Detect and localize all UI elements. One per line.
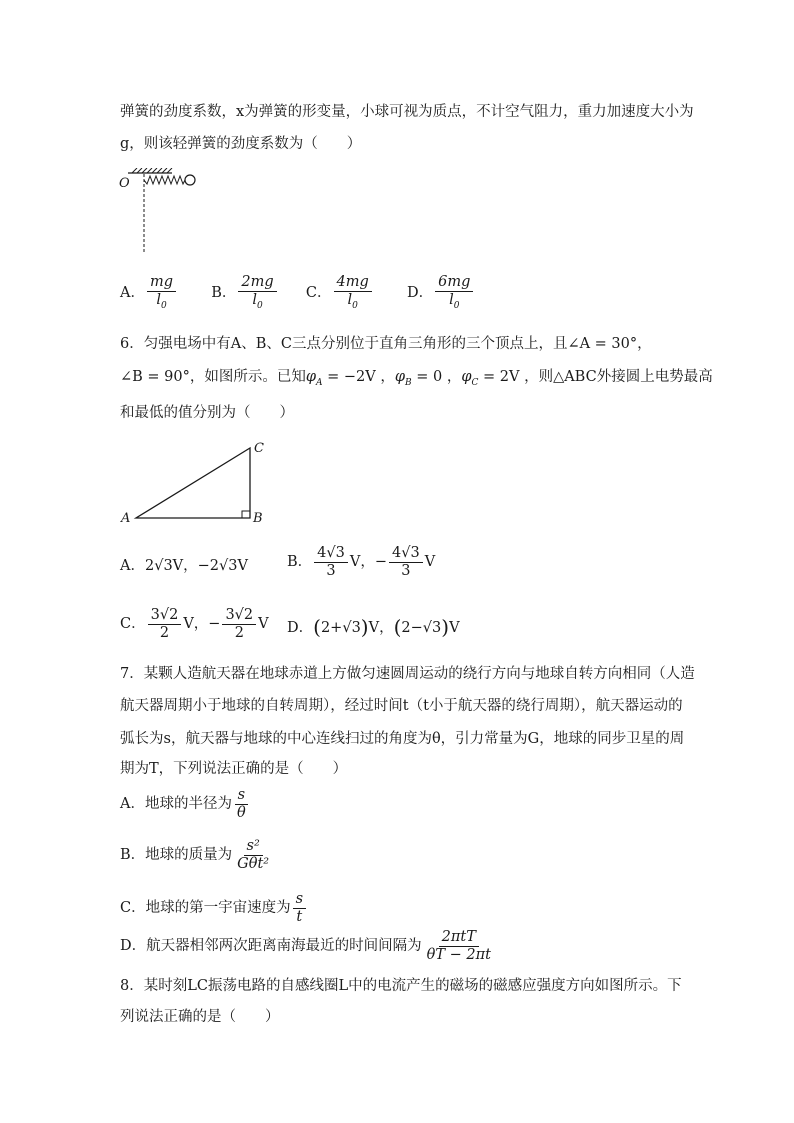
q5-option-d[interactable]: D． $\frac{6mg}{l_0}$	[407, 285, 475, 301]
q5-option-a[interactable]: A． $\frac{mg}{l_0}$	[120, 285, 178, 301]
q7-text-line-1: 7．某颗人造航天器在地球赤道上方做匀速圆周运动的绕行方向与地球自转方向相同（人造	[120, 666, 695, 682]
q8-text-line-1: 8．某时刻LC振荡电路的自感线圈L中的电流产生的磁场的磁感应强度方向如图所示。下	[120, 978, 682, 994]
q6-text-line-1: 6．匀强电场中有A、B、C三点分别位于直角三角形的三个顶点上，且∠A = 30°，	[120, 336, 652, 352]
q6-option-d[interactable]: D．(2+√3)V，(2−√3)V	[287, 615, 460, 639]
q5-spring	[144, 176, 185, 184]
q5-text-line-2: g，则该轻弹簧的劲度系数为（ ）	[120, 136, 362, 152]
q7-option-b[interactable]: B．地球的质量为 $\frac{\text{s²}}{\text{Gθt²}}$	[120, 838, 270, 872]
q5-ball	[185, 175, 195, 185]
q6-right-angle-mark	[242, 511, 250, 518]
q7-text-line-2: 航天器周期小于地球的自转周期），经过时间t（t小于航天器的绕行周期），航天器运动的	[120, 698, 683, 714]
q5-spring-figure	[118, 168, 208, 256]
q6-option-b[interactable]: B． $\frac{4√3}{3}$ V，− $\frac{4√3}{3}$ V	[287, 545, 436, 579]
q6-vertex-c: C	[254, 441, 264, 456]
q7-text-line-4: 期为T，下列说法正确的是（ ）	[120, 761, 348, 777]
q5-option-b[interactable]: B． $\frac{2mg}{l_0}$	[211, 285, 278, 301]
q5-text-line-1: 弹簧的劲度系数，x为弹簧的形变量，小球可视为质点，不计空气阻力，重力加速度大小为	[120, 104, 694, 120]
q8-text-line-2: 列说法正确的是（ ）	[120, 1009, 280, 1025]
q5-option-c[interactable]: C． $\frac{4mg}{l_0}$	[306, 285, 374, 301]
q6-triangle	[136, 448, 250, 518]
q6-text-line-2: ∠B = 90°，如图所示。已知$\varphi_A = -2V$ ，$\varphi_B = 0$ ，$\varphi_C = 2V$ ，则△ABC外接圆上电势最高	[120, 369, 713, 388]
q7-option-c[interactable]: C．地球的第一宇宙速度为 $\frac{s}{t}$	[120, 891, 308, 925]
q6-option-c[interactable]: C． $\frac{3√2}{2}$ V，− $\frac{3√2}{2}$ V	[120, 607, 269, 641]
q5-figure-label-o: O	[119, 176, 130, 191]
q7-option-a[interactable]: A．地球的半径为 $\frac{s}{\theta}$	[120, 787, 251, 821]
q6-vertex-b: B	[253, 511, 263, 526]
q5-options	[120, 274, 475, 311]
q6-triangle-figure	[118, 436, 278, 526]
q7-option-d[interactable]: D．航天器相邻两次距离南海最近的时间间隔为 $\frac{\text{2πtT}}{\theta T - 2\pi t}$	[120, 929, 491, 963]
q6-text-line-3: 和最低的值分别为（ ）	[120, 405, 294, 421]
q6-vertex-a: A	[121, 511, 131, 526]
q7-text-line-3: 弧长为s，航天器与地球的中心连线扫过的角度为θ，引力常量为G，地球的同步卫星的周	[120, 731, 685, 747]
q6-option-a[interactable]: A．2√3V，−2√3V	[120, 558, 248, 574]
